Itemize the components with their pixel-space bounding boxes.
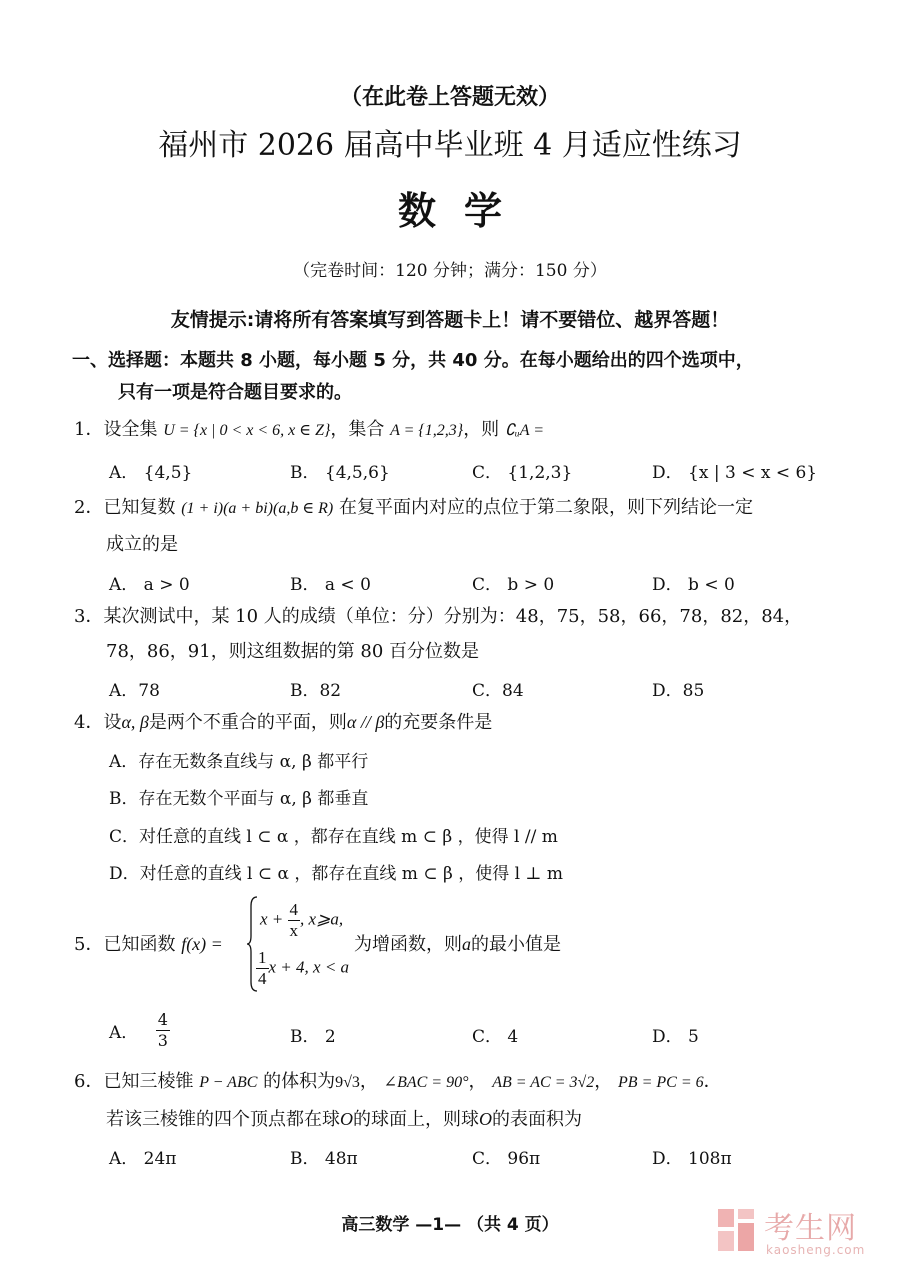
- question-text: 的体积为: [263, 1071, 336, 1092]
- q6-option-d: D． 108π: [652, 1149, 732, 1169]
- q1-option-c: C． {1,2,3}: [472, 463, 573, 483]
- q4-option-c: C．对任意的直线 l ⊂ α ，都存在直线 m ⊂ β ，使得 l // m: [109, 827, 558, 847]
- math-planes: α, β: [121, 712, 149, 732]
- question-1: [74, 418, 544, 443]
- math-function-f: f(x) =: [181, 934, 223, 954]
- time-score-info: （完卷时间：120 分钟；满分：150 分）: [293, 261, 607, 281]
- option-label: A．: [109, 1023, 139, 1043]
- question-number: 4．: [74, 712, 104, 733]
- math-edge-ab: AB = AC = 3√2: [492, 1074, 595, 1091]
- math-sphere-o: O: [340, 1109, 353, 1129]
- fraction-4-over-x: [288, 900, 301, 941]
- question-6: 6．已知三棱锥 P − ABC 的体积为9√3， ∠BAC = 90°， AB = AC = 3√2， PB = PC = 6．: [74, 1071, 722, 1092]
- q1-option-b: B． {4,5,6}: [290, 463, 390, 483]
- fraction-4-over-3: [156, 1010, 170, 1051]
- q5-option-a: [109, 1010, 170, 1051]
- math-parallel: α // β: [346, 712, 385, 732]
- q4-option-a: A．存在无数条直线与 α, β 都平行: [109, 752, 369, 772]
- question-4: [74, 710, 492, 735]
- math-pyramid: P − ABC: [199, 1074, 258, 1091]
- question-text: 为增函数，则: [354, 934, 462, 955]
- page-footer: 高三数学 —1— （共 4 页）: [341, 1215, 559, 1235]
- question-number: 2．: [74, 497, 104, 518]
- section-1-line1: 一、选择题：本题共 8 小题，每小题 5 分，共 40 分。在每小题给出的四个选项中，: [72, 350, 754, 371]
- watermark-url: kaosheng.com: [766, 1243, 866, 1257]
- case-condition: , x⩾a,: [300, 909, 344, 929]
- q6-option-a: A． 24π: [109, 1149, 177, 1169]
- friendly-tip: 友情提示:请将所有答案填写到答题卡上！请不要错位、越界答题！: [170, 309, 730, 331]
- fraction-numerator: 1: [258, 948, 267, 967]
- math-complement: ∁ᵤA =: [504, 422, 545, 439]
- question-number: 6．: [74, 1071, 104, 1092]
- math-set-u: U = {x | 0 < x < 6, x ∈ Z}: [163, 422, 331, 439]
- answer-invalid-notice: （在此卷上答题无效）: [339, 85, 560, 110]
- question-5-tail: [354, 932, 561, 957]
- q1-option-d: D． {x | 3 < x < 6}: [652, 463, 818, 483]
- math-volume: 9√3: [335, 1074, 360, 1091]
- math-set-a: A = {1,2,3}: [390, 422, 464, 439]
- q1-option-a: A． {4,5}: [109, 463, 193, 483]
- question-text: 已知复数: [103, 497, 176, 518]
- q2-option-a: A． a > 0: [109, 575, 190, 595]
- question-text: 设全集: [103, 419, 158, 440]
- q2-option-b: B． a < 0: [290, 575, 371, 595]
- case-expr: x +: [260, 909, 284, 929]
- question-text: 已知三棱锥: [103, 1071, 194, 1092]
- question-2-line2: 成立的是: [106, 534, 178, 555]
- question-2: [74, 496, 753, 521]
- exam-title: 福州市 2026 届高中毕业班 4 月适应性练习: [158, 128, 742, 163]
- math-angle: ∠BAC = 90°: [383, 1074, 469, 1091]
- q5-option-b: B． 2: [290, 1027, 336, 1047]
- math-complex-expr: (1 + i)(a + bi)(a,b ∈ R): [181, 500, 334, 517]
- q3-option-c: C．84: [472, 681, 524, 701]
- q5-option-d: D． 5: [652, 1027, 699, 1047]
- watermark-name: 考生网: [764, 1211, 857, 1246]
- question-text: 的最小值是: [471, 934, 561, 955]
- question-text: 的球面上，则球: [353, 1109, 479, 1130]
- fraction-denominator: x: [289, 921, 299, 940]
- q5-option-c: C． 4: [472, 1027, 519, 1047]
- kaosheng-watermark-logo: [716, 1203, 896, 1265]
- q2-option-d: D． b < 0: [652, 575, 735, 595]
- math-edge-pb: PB = PC = 6: [618, 1074, 704, 1091]
- question-text: 已知函数: [103, 934, 176, 955]
- q4-option-b: B．存在无数个平面与 α, β 都垂直: [109, 789, 369, 809]
- question-number: 5．: [74, 934, 104, 955]
- question-text: 在复平面内对应的点位于第二象限，则下列结论一定: [339, 497, 753, 518]
- section-1-line2: 只有一项是符合题目要求的。: [118, 382, 352, 403]
- question-text: 是两个不重合的平面，则: [148, 712, 347, 733]
- q6-option-b: B． 48π: [290, 1149, 358, 1169]
- piecewise-case-2: [256, 948, 349, 989]
- question-text: 若该三棱锥的四个顶点都在球: [106, 1109, 340, 1130]
- fraction-denominator: 4: [258, 969, 267, 988]
- question-text: 某次测试中，某 10 人的成绩（单位：分）分别为：48，75，58，66，78，82，84，: [103, 606, 803, 627]
- fraction-denominator: 3: [157, 1031, 168, 1050]
- fraction-numerator: 4: [157, 1010, 168, 1029]
- q6-option-c: C． 96π: [472, 1149, 541, 1169]
- section-1-heading: [72, 345, 852, 409]
- question-3-line2: 78，86，91，则这组数据的第 80 百分位数是: [106, 641, 480, 662]
- question-5: [74, 932, 223, 957]
- question-text: ，集合: [330, 419, 385, 440]
- question-3: [74, 605, 802, 629]
- case-expr: x + 4, x < a: [268, 957, 350, 977]
- q3-option-a: A．78: [109, 681, 160, 701]
- question-6-line2: [106, 1107, 582, 1132]
- question-text: 的充要条件是: [384, 712, 493, 733]
- subject-title: 数学: [397, 188, 530, 233]
- q4-option-d: D．对任意的直线 l ⊂ α ，都存在直线 m ⊂ β ，使得 l ⊥ m: [109, 864, 563, 884]
- question-number: 3．: [74, 606, 104, 627]
- piecewise-case-1: [260, 900, 343, 941]
- math-var-a: a: [462, 934, 471, 954]
- question-text: ，则: [463, 419, 500, 440]
- fraction-numerator: 4: [289, 900, 299, 919]
- math-sphere-o: O: [479, 1109, 492, 1129]
- question-text: 的表面积为: [492, 1109, 582, 1130]
- q3-option-b: B．82: [290, 681, 342, 701]
- question-text: 设: [103, 712, 122, 733]
- question-number: 1．: [74, 419, 104, 440]
- q3-option-d: D．85: [652, 681, 705, 701]
- fraction-1-over-4: [256, 948, 269, 989]
- q2-option-c: C． b > 0: [472, 575, 555, 595]
- kaosheng-logo-icon: [716, 1205, 758, 1255]
